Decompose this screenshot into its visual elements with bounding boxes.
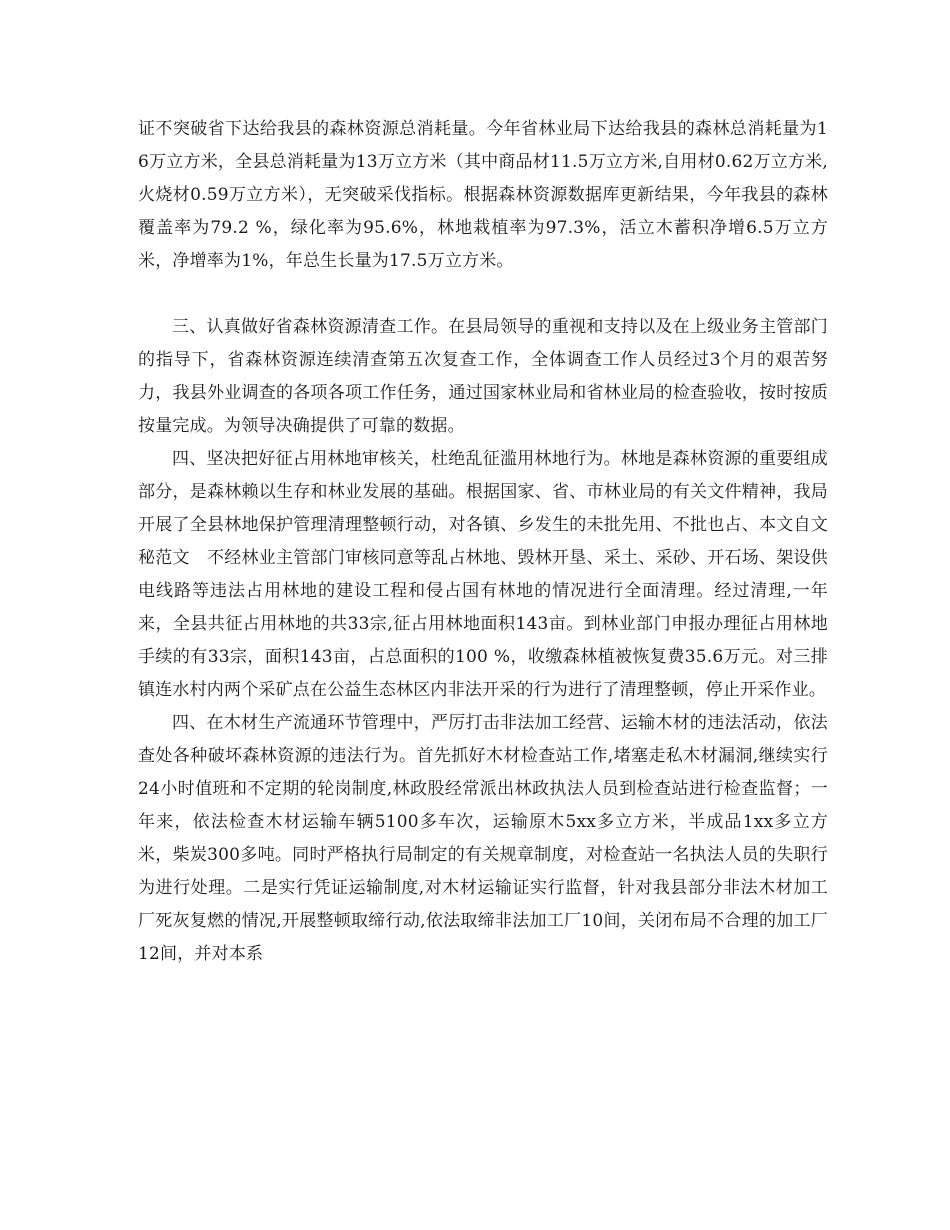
paragraph-forest-consumption: 证不突破省下达给我县的森林资源总消耗量。今年省林业局下达给我县的森林总消耗量为16万立方米，全县总消耗量为13万立方米（其中商品材11.5万立方米,自用材0.62万立方米,火烧材0.59万立方米），无突破采伐指标。根据森林资源数据库更新结果，今年我县的森林覆盖率为79.2 %，绿化率为95.6%，林地栽植率为97.3%，活立木蓄积净增6.5万立方米，净增率为1%，年总生长量为17.5万立方米。 (138, 119, 828, 271)
paragraph-forest-land-review: 四、坚决把好征占用林地审核关，杜绝乱征滥用林地行为。林地是森林资源的重要组成部分，是森林赖以生存和林业发展的基础。根据国家、省、市林业局的有关文件精神，我局开展了全县林地保护管理清理整顿行动，对各镇、乡发生的未批先用、不批也占、本文自文秘范文 不经林业主管部门审核同意等乱占林地、毁林开垦、采土、采砂、开石场、架设供电线路等违法占用林地的建设工程和侵占国有林地的情况进行全面清理。经过清理,一年来，全县共征占用林地的共33宗,征占用林地面积143亩。到林业部门申报办理征占用林地手续的有33宗，面积143亩，占总面积的100 %，收缴森林植被恢复费35.6万元。对三排镇连水村内两个采矿点在公益生态林区内非法开采的行为进行了清理整顿，停止开采作业。 (138, 449, 828, 700)
paragraph-timber-circulation: 四、在木材生产流通环节管理中，严厉打击非法加工经营、运输木材的违法活动，依法查处各种破坏森林资源的违法行为。首先抓好木材检查站工作,堵塞走私木材漏洞,继续实行24小时值班和不定期的轮岗制度,林政股经常派出林政执法人员到检查站进行检查监督；一年来，依法检查木材运输车辆5100多车次，运输原木5xx多立方米，半成品1xx多立方米，柴炭300多吨。同时严格执行局制定的有关规章制度，对检查站一名执法人员的失职行为进行处理。二是实行凭证运输制度,对木材运输证实行监督，针对我县部分非法木材加工厂死灰复燃的情况,开展整顿取缔行动,依法取缔非法加工厂10间，关闭布局不合理的加工厂12间，并对本系 (138, 713, 828, 964)
document-body (138, 113, 828, 971)
paragraph-resource-inventory: 三、认真做好省森林资源清查工作。在县局领导的重视和支持以及在上级业务主管部门的指导下，省森林资源连续清查第五次复查工作，全体调查工作人员经过3个月的艰苦努力，我县外业调查的各项各项工作任务，通过国家林业局和省林业局的检查验收，按时按质按量完成。为领导决确提供了可靠的数据。 (138, 317, 828, 436)
